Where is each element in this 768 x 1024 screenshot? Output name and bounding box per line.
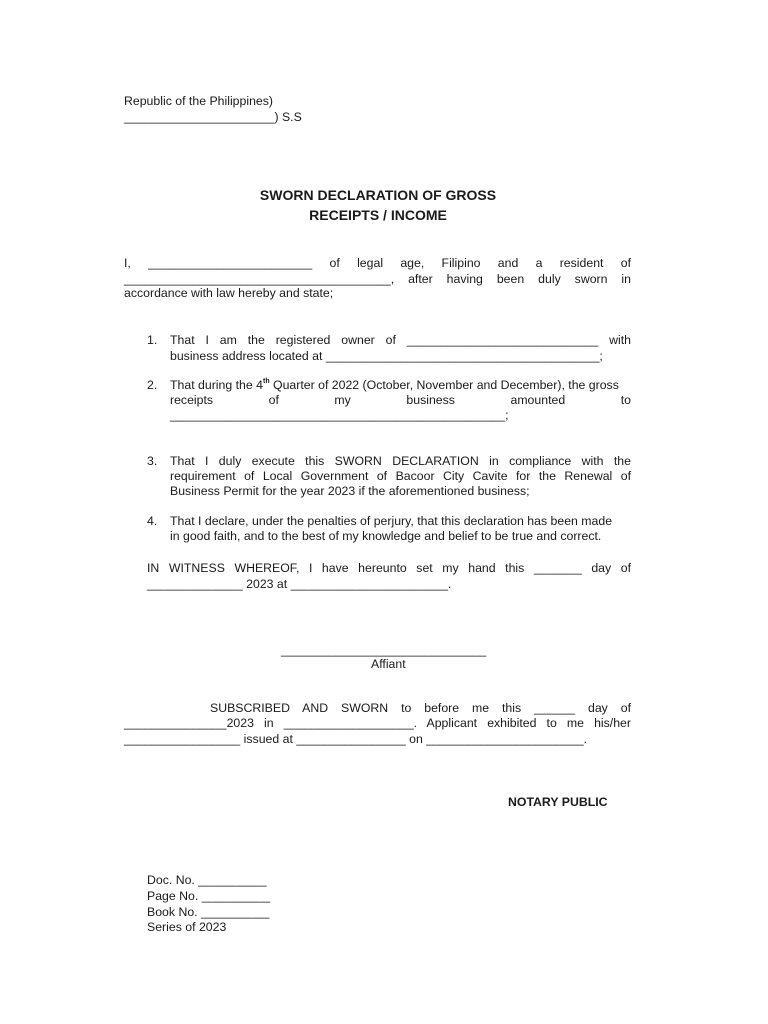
witness-line1: IN WITNESS WHEREOF, I have hereunto set my hand this _______ day of — [147, 561, 631, 575]
series-year: Series of 2023 — [147, 920, 227, 934]
item-2-line2: receipts of my business amounted to — [170, 393, 631, 407]
item-2-number: 2. — [147, 378, 158, 392]
notary-public-label: NOTARY PUBLIC — [508, 795, 608, 809]
item-2-quarter-prefix: That during the 4 — [170, 378, 263, 392]
subscribed-line3: _________________ issued at ________________ on _______________________. — [124, 732, 587, 746]
intro-line2: _______________________________________, after having been duly sworn in — [124, 272, 631, 286]
doc-number: Doc. No. __________ — [147, 873, 267, 887]
item-2-line1 — [170, 378, 631, 393]
item-3-line1: That I duly execute this SWORN DECLARATION in compliance with the — [170, 454, 631, 468]
affiant-signature-line: ______________________________ — [281, 643, 487, 657]
header-ss-line: ______________________) S.S — [124, 110, 302, 124]
item-2-line1-text — [170, 378, 619, 393]
page-number: Page No. __________ — [147, 889, 271, 903]
item-3-number: 3. — [147, 454, 158, 468]
item-1-number: 1. — [147, 333, 158, 347]
subscribed-line1: SUBSCRIBED AND SWORN to before me this ______ day of — [210, 701, 631, 715]
item-2-ordinal-suffix: th — [262, 378, 270, 385]
affiant-label: Affiant — [371, 657, 406, 671]
item-2-line3: _________________________________________________; — [170, 408, 509, 422]
document-title-line2: RECEIPTS / INCOME — [309, 207, 447, 223]
item-4-line2: in good faith, and to the best of my knowledge and belief to be true and correct. — [170, 529, 602, 543]
intro-line3: accordance with law hereby and state; — [124, 286, 334, 300]
subscribed-line2: _______________2023 in ___________________. Applicant exhibited to me his/her — [124, 716, 631, 730]
item-1-line1: That I am the registered owner of ____________________________ with — [170, 333, 631, 347]
item-3-line3: Business Permit for the year 2023 if the aforementioned business; — [170, 484, 530, 498]
item-1-line2: business address located at ________________________________________; — [170, 349, 603, 363]
book-number: Book No. __________ — [147, 905, 270, 919]
intro-line1: I, ________________________ of legal age, Filipino and a resident of — [124, 256, 631, 270]
document-title-line1: SWORN DECLARATION OF GROSS — [259, 187, 497, 203]
witness-line2: ______________ 2023 at _______________________. — [147, 577, 452, 591]
item-2-quarter-suffix: Quarter of 2022 (October, November and December), the gross — [269, 378, 619, 392]
item-4-number: 4. — [147, 514, 158, 528]
item-3-line2: requirement of Local Government of Bacoor City Cavite for the Renewal of — [170, 469, 631, 483]
header-republic: Republic of the Philippines) — [124, 94, 274, 108]
item-4-line1: That I declare, under the penalties of perjury, that this declaration has been made — [170, 514, 613, 528]
